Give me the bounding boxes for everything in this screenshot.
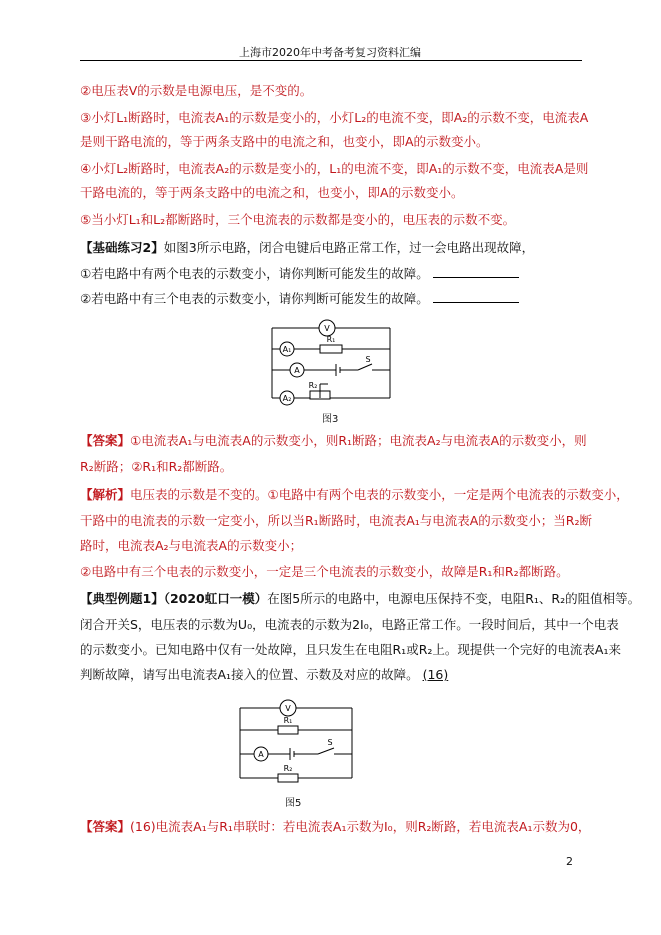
text-line: 路时，电流表A₂与电流表A的示数变小； [80,538,303,553]
ammeter-label: A₁ [282,345,292,354]
text-line: ③小灯L₁断路时，电流表A₁的示数是变小的，小灯L₂的电流不变，即A₂的示数不变，电流表A [80,110,589,125]
exercise-intro: 【基础练习2】如图3所示电路，闭合电键后电路正常工作，过一会电路出现故障， [80,240,535,255]
voltmeter-label: V [285,704,291,713]
circuit-figure-3 [262,312,400,410]
question-line: ①若电路中有两个电表的示数变小，请你判断可能发生的故障。 [80,263,585,285]
section-tag: 【答案】 [80,433,131,448]
text-line: ②电压表V的示数是电源电压，是不变的。 [80,83,313,98]
text-line: R₂断路；②R₁和R₂都断路。 [80,459,233,474]
section-tag: 【典型例题1】（2020虹口一模） [80,591,268,606]
text-line: 干路电流的，等于两条支路中的电流之和，也变小，即A的示数变小。 [80,185,464,200]
text-line: 是则干路电流的，等于两条支路中的电流之和，也变小，即A的示数变小。 [80,134,489,149]
text-line: 干路中的电流表的示数一定变小，所以当R₁断路时，电流表A₁与电流表A的示数变小；当R₂断 [80,513,593,528]
example-intro: 【典型例题1】（2020虹口一模）在图5所示的电路中，电源电压保持不变，电阻R₁、R₂的阻值相等。 [80,591,641,606]
analysis-line: 【解析】电压表的示数是不变的。①电路中有两个电表的示数变小，一定是两个电流表的示数变小， [80,487,629,502]
answer-line: 【答案】①电流表A₁与电流表A的示数变小，则R₁断路；电流表A₂与电流表A的示数变小，则 [80,433,587,448]
figure-caption: 图5 [285,798,302,809]
voltmeter-label: V [324,324,330,333]
text-line: 闭合开关S，电压表的示数为U₀，电流表的示数为2I₀，电路正常工作。一段时间后，其中一个电表 [80,617,619,632]
answer-blank [433,290,519,303]
section-tag: 【基础练习2】 [80,240,164,255]
switch-label: S [327,738,333,747]
text-line: ④小灯L₂断路时，电流表A₂的示数是变小的，L₁的电流不变，即A₁的示数不变，电流表A是则 [80,161,589,176]
ammeter-label: A [258,750,264,759]
switch-label: S [365,355,371,364]
question-line: 判断故障，请写出电流表A₁接入的位置、示数及对应的故障。 (16) [80,667,449,682]
figure-caption: 图3 [322,414,339,425]
page-header: 上海市2020年中考备考复习资料汇编 [239,46,421,59]
answer-blank: (16) [422,667,449,682]
circuit-figure-5 [232,698,360,788]
resistor-label: R₂ [283,764,293,773]
ammeter-label: A₂ [282,394,292,403]
resistor-label: R₂ [308,381,318,390]
resistor-label: R₁ [283,716,293,725]
ammeter-label: A [294,366,300,375]
text-line: 的示数变小。已知电路中仅有一处故障，且只发生在电阻R₁或R₂上。现提供一个完好的电流表A₁来 [80,642,621,657]
header-divider [80,60,582,61]
answer-blank [433,265,519,278]
section-tag: 【答案】 [80,819,131,834]
question-line: ②若电路中有三个电表的示数变小，请你判断可能发生的故障。 [80,288,585,310]
text-line: ⑤当小灯L₁和L₂都断路时，三个电流表的示数都是变小的，电压表的示数不变。 [80,212,516,227]
text-line: ②电路中有三个电表的示数变小，一定是三个电流表的示数变小，故障是R₁和R₂都断路。 [80,564,569,579]
answer-line: 【答案】(16)电流表A₁与R₁串联时：若电流表A₁示数为I₀，则R₂断路，若电流表A₁示数为0， [80,819,591,834]
section-tag: 【解析】 [80,487,131,502]
resistor-label: R₁ [326,335,336,344]
page-number: 2 [566,855,573,868]
